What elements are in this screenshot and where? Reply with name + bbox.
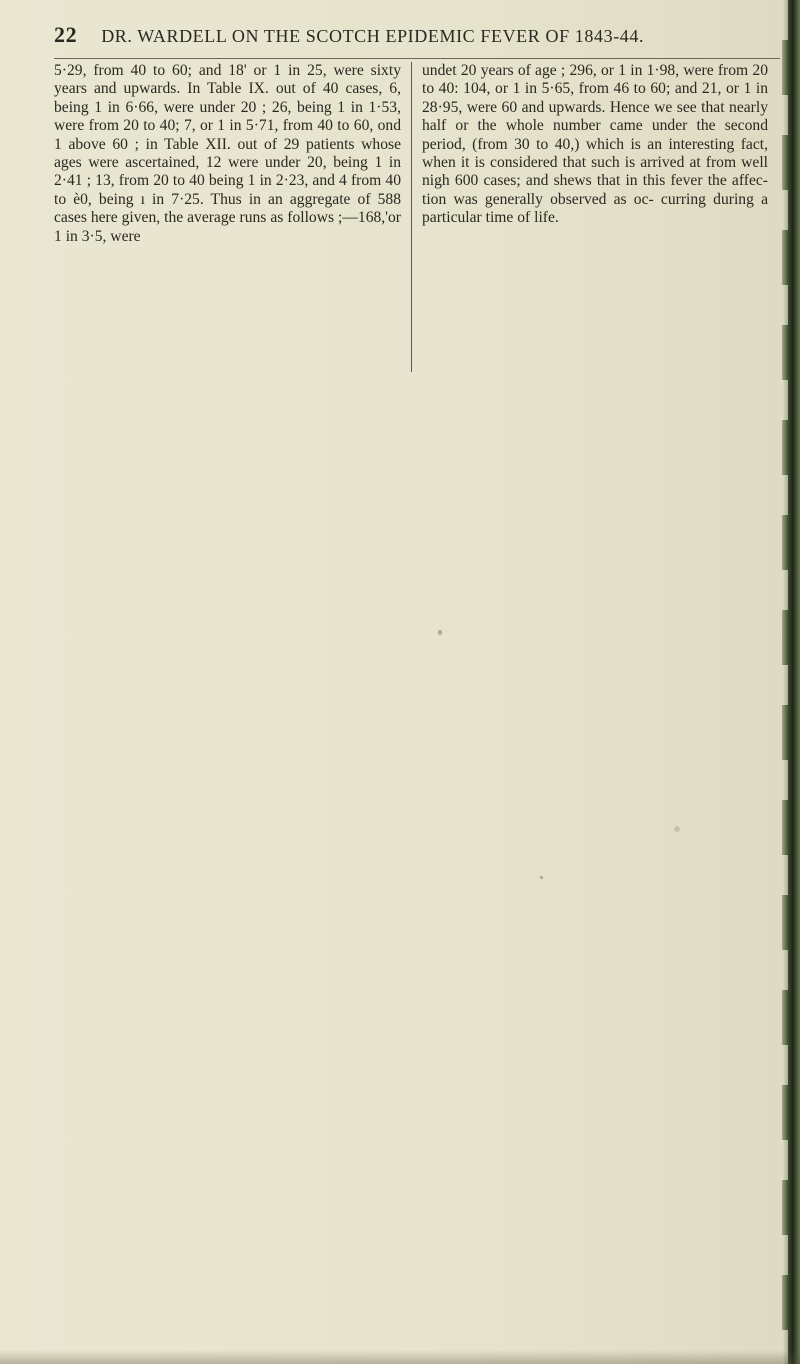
right-column [422, 62, 768, 228]
book-edge [782, 0, 800, 1364]
right-column-text: undet 20 years of age ; 296, or 1 in 1·98, were from 20 to 40: 104, or 1 in 5·65, from 46 to 60; and 21, or 1 in 28·95, were 60 and upwards. Hence we see that nearly half or the whole number came under the second period, (from 30 to 40,) which is an interesting fact, when it is considered that such is arrived at from well nigh 600 cases; and shews that in this fever the affec- tion was generally observed as oc- curring during a particular time of life. [422, 62, 768, 227]
left-column [54, 62, 401, 246]
page-number: 22 [54, 22, 78, 47]
left-column-text: 5·29, from 40 to 60; and 18' or 1 in 25, were sixty years and upwards. In Table IX. out of 40 cases, 6, being 1 in 6·66, were under 20 ; 26, being 1 in 1·53, were from 20 to 40; 7, or 1 in 5·71, from 40 to 60, ond 1 above 60 ; in Table XII. out of 29 patients whose ages were ascertained, 12 were under 20, being 1 in 2·41 ; 13, from 20 to 40 being 1 in 2·23, and 4 from 40 to è0, being ı in 7·25. Thus in an aggregate of 588 cases here given, the average runs as follows ;—168,'or 1 in 3·5, were [54, 62, 401, 245]
paper-speck [438, 630, 442, 635]
running-header [54, 22, 754, 50]
paper-speck [674, 826, 680, 832]
header-rule [54, 58, 780, 59]
running-title: DR. WARDELL ON THE SCOTCH EPIDEMIC FEVER OF 1843-44. [101, 26, 645, 46]
paper-speck [540, 876, 543, 879]
column-divider [411, 62, 412, 372]
page-bottom-shadow [0, 1350, 800, 1364]
